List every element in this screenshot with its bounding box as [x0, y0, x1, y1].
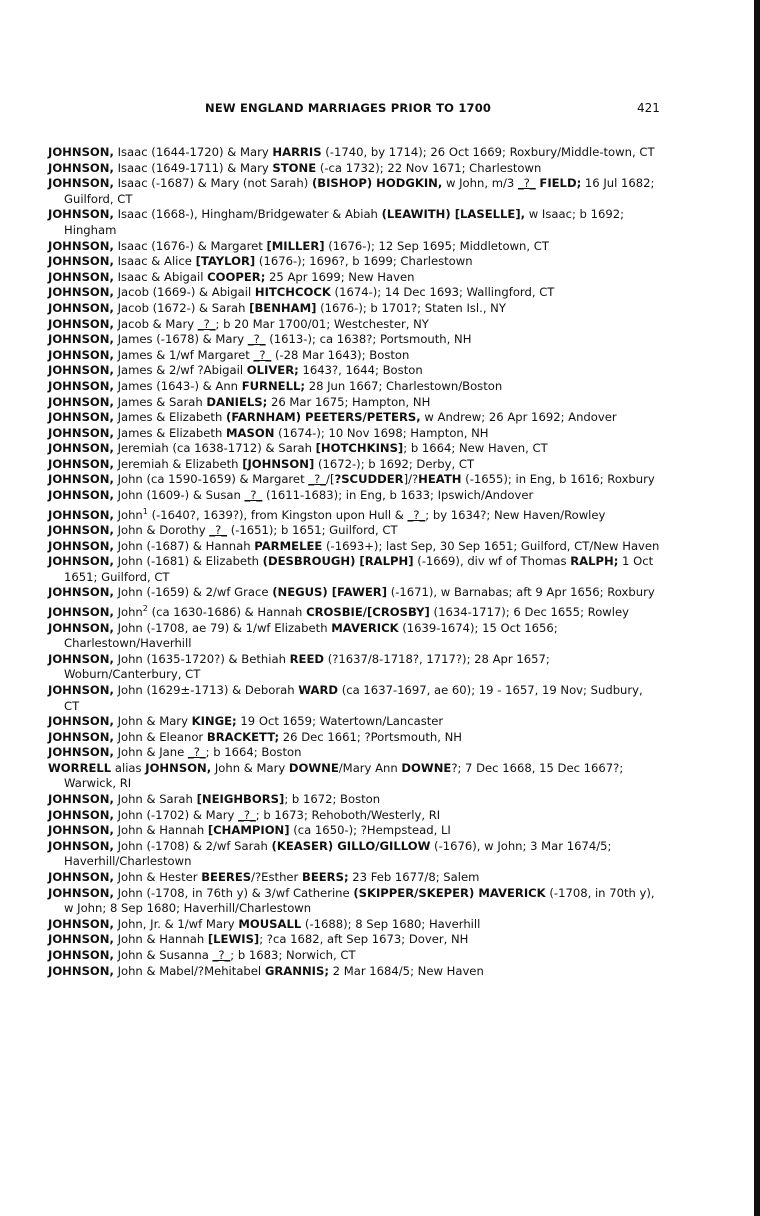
- marriage-entry: [48, 839, 661, 870]
- entry-name-bold: MOUSALL: [238, 916, 302, 931]
- entry-text: Jacob (1672-) & Sarah: [113, 300, 250, 315]
- marriage-entry: [48, 730, 661, 746]
- entry-name-bold: (NEGUS) [FAWER]: [272, 585, 388, 600]
- page-number: 421: [637, 101, 660, 115]
- marriage-entry: [48, 488, 661, 504]
- entry-text: (-1693+); last Sep, 30 Sep 1651; Guilford, CT/New Haven: [322, 538, 660, 553]
- entry-name-bold: JOHNSON,: [48, 682, 114, 697]
- marriage-entry: [48, 348, 661, 364]
- entry-name-bold: HITCHCOCK: [254, 285, 331, 300]
- entry-text: w John, m/3: [442, 176, 518, 191]
- entry-name-bold: DANIELS;: [206, 394, 268, 409]
- page-header: [0, 101, 760, 117]
- entry-text: John (-1708, in 76th y) & 3/wf Catherine: [113, 885, 354, 900]
- marriage-entry: [48, 410, 661, 426]
- entry-text: James & Elizabeth: [113, 425, 227, 440]
- entry-text: 1: [142, 506, 148, 516]
- entry-text: John (1635-1720?) & Bethiah: [113, 651, 290, 666]
- entry-name-bold: JOHNSON,: [48, 554, 114, 569]
- entry-text: John (-1659) & 2/wf Grace: [113, 585, 273, 600]
- entry-name-bold: JOHNSON,: [48, 254, 114, 269]
- entry-name-bold: STONE: [272, 160, 317, 175]
- entry-name-bold: JOHNSON,: [48, 838, 114, 853]
- entry-text: Jacob & Mary: [113, 316, 198, 331]
- entry-name-bold: [LEWIS]: [207, 932, 260, 947]
- page-edge-shadow: [754, 0, 760, 1216]
- entry-text: John: [113, 604, 143, 619]
- entry-name-bold: JOHNSON,: [48, 963, 114, 978]
- entry-text: (ca 1637-1697, ae 60); 19 - 1657, 19 Nov; Sudbury, CT: [64, 682, 643, 713]
- entry-text: John (-1708, ae 79) & 1/wf Elizabeth: [113, 620, 332, 635]
- entry-unknown-name: _?_: [517, 176, 536, 191]
- entry-text: (1672-); b 1692; Derby, CT: [314, 456, 475, 471]
- marriage-entry: [48, 441, 661, 457]
- entry-name-bold: BEERES: [201, 870, 252, 885]
- marriage-entry: [48, 379, 661, 395]
- entry-name-bold: JOHNSON,: [48, 332, 114, 347]
- entry-text: John & Dorothy: [113, 523, 210, 538]
- marriage-entries-list: [48, 145, 661, 979]
- marriage-entry: [48, 870, 661, 886]
- entry-name-bold: JOHNSON,: [48, 604, 114, 619]
- entry-text: Jacob (1669-) & Abigail: [113, 285, 255, 300]
- marriage-entry: [48, 585, 661, 601]
- entry-name-bold: HEATH: [418, 472, 462, 487]
- entry-name-bold: JOHNSON,: [48, 916, 114, 931]
- marriage-entry: [48, 886, 661, 917]
- entry-name-bold: (SKIPPER/SKEPER) MAVERICK: [353, 885, 546, 900]
- marriage-entry: [48, 301, 661, 317]
- entry-text: James & Elizabeth: [113, 410, 227, 425]
- entry-text: James & 1/wf Margaret: [113, 347, 254, 362]
- entry-name-bold: JOHNSON,: [48, 410, 114, 425]
- marriage-entry: [48, 239, 661, 255]
- entry-text: (-28 Mar 1643); Boston: [271, 347, 410, 362]
- entry-name-bold: JOHNSON,: [48, 714, 114, 729]
- entry-unknown-name: _?_: [247, 332, 266, 347]
- entry-name-bold: JOHNSON,: [48, 238, 114, 253]
- entry-name-bold: FIELD;: [539, 176, 582, 191]
- entry-text: /?Esther: [251, 870, 302, 885]
- marriage-entry: [48, 285, 661, 301]
- marriage-entry: [48, 823, 661, 839]
- entry-name-bold: WORRELL: [48, 760, 112, 775]
- entry-text: w Andrew; 26 Apr 1692; Andover: [420, 410, 617, 425]
- entry-text: (-1655); in Eng, b 1616; Roxbury: [461, 472, 655, 487]
- entry-text: John (-1681) & Elizabeth: [113, 554, 263, 569]
- entry-name-bold: WARD: [298, 682, 339, 697]
- entry-name-bold: JOHNSON,: [48, 363, 114, 378]
- marriage-entry: [48, 761, 661, 792]
- entry-name-bold: JOHNSON,: [48, 378, 114, 393]
- marriage-entry: [48, 792, 661, 808]
- marriage-entry: [48, 395, 661, 411]
- entry-text: John & Susanna: [113, 948, 213, 962]
- entry-name-bold: (DESBROUGH) [RALPH]: [262, 554, 414, 569]
- marriage-entry: [48, 176, 661, 207]
- entry-name-bold: CROSBIE/[CROSBY]: [306, 604, 430, 619]
- entry-unknown-name: _?_: [238, 807, 256, 822]
- entry-text: (-1671), w Barnabas; aft 9 Apr 1656; Roxbury: [387, 585, 655, 600]
- marriage-entry: [48, 745, 661, 761]
- marriage-entry: [48, 254, 661, 270]
- entry-name-bold: (KEASER) GILLO/GILLOW: [271, 838, 431, 853]
- entry-name-bold: JOHNSON,: [48, 269, 114, 284]
- entry-name-bold: (LEAWITH) [LASELLE],: [381, 207, 526, 222]
- entry-name-bold: JOHNSON,: [48, 807, 114, 822]
- entry-name-bold: JOHNSON,: [48, 745, 114, 760]
- entry-text: 26 Mar 1675; Hampton, NH: [267, 394, 431, 409]
- entry-text: 16 Jul 1682; Guilford, CT: [64, 176, 655, 206]
- marriage-entry: [48, 948, 661, 964]
- entry-name-bold: [CHAMPION]: [207, 823, 290, 838]
- entry-text: Isaac (-1687) & Mary (not Sarah): [113, 176, 312, 191]
- marriage-entry: [48, 554, 661, 585]
- entry-name-bold: JOHNSON,: [48, 456, 114, 471]
- entry-text: (?1637/8-1718?, 1717?); 28 Apr 1657; Woburn/Canterbury, CT: [64, 651, 550, 682]
- entry-text: John & Jane: [113, 745, 188, 760]
- entry-text: (1674-); 10 Nov 1698; Hampton, NH: [274, 425, 489, 440]
- entry-text: 23 Feb 1677/8; Salem: [348, 870, 480, 885]
- entry-text: Jeremiah & Elizabeth: [113, 456, 243, 471]
- entry-unknown-name: _?_: [212, 948, 231, 962]
- entry-text: Isaac & Alice: [113, 254, 196, 269]
- entry-name-bold: JOHNSON,: [48, 792, 114, 807]
- entry-name-bold: JOHNSON,: [48, 488, 114, 503]
- entry-text: (ca 1650-); ?Hempstead, LI: [289, 823, 451, 838]
- entry-text: ?; 7 Dec 1668, 15 Dec 1667?; Warwick, RI: [64, 760, 624, 791]
- entry-name-bold: ?SCUDDER: [334, 472, 404, 487]
- entry-text: John (-1702) & Mary: [113, 807, 239, 822]
- entry-text: (-1640?, 1639?), from Kingston upon Hull &: [147, 507, 408, 522]
- marriage-entry: [48, 964, 661, 980]
- entry-name-bold: JOHNSON,: [48, 316, 114, 331]
- entry-name-bold: JOHNSON,: [145, 760, 212, 775]
- entry-text: John & Hester: [113, 870, 202, 885]
- marriage-entry: [48, 652, 661, 683]
- entry-name-bold: JOHNSON,: [48, 870, 114, 885]
- entry-name-bold: HARRIS: [272, 145, 322, 159]
- entry-name-bold: JOHNSON,: [48, 285, 114, 300]
- entry-name-bold: JOHNSON,: [48, 948, 114, 962]
- marriage-entry: [48, 504, 661, 523]
- marriage-entry: [48, 539, 661, 555]
- entry-text: Jeremiah (ca 1638-1712) & Sarah: [113, 441, 316, 456]
- entry-name-bold: JOHNSON,: [48, 160, 114, 175]
- marriage-entry: [48, 161, 661, 177]
- entry-text: 25 Apr 1699; New Haven: [265, 269, 415, 284]
- entry-text: (-1740, by 1714); 26 Oct 1669; Roxbury/Middle-town, CT: [321, 145, 655, 159]
- entry-name-bold: JOHNSON,: [48, 347, 114, 362]
- marriage-entry: [48, 457, 661, 473]
- entry-text: John & Sarah: [113, 792, 197, 807]
- marriage-entry: [48, 145, 661, 161]
- entry-unknown-name: _?_: [244, 488, 263, 503]
- entry-unknown-name: _?_: [209, 523, 228, 538]
- page-title: NEW ENGLAND MARRIAGES PRIOR TO 1700: [205, 101, 492, 115]
- entry-text: ; by 1634?; New Haven/Rowley: [425, 507, 606, 522]
- entry-text: (ca 1630-1686) & Hannah: [147, 604, 307, 619]
- marriage-entry: [48, 426, 661, 442]
- entry-text: John (-1708) & 2/wf Sarah: [113, 838, 272, 853]
- entry-text: (-1669), div wf of Thomas: [413, 554, 571, 569]
- entry-name-bold: JOHNSON,: [48, 538, 114, 553]
- entry-name-bold: JOHNSON,: [48, 651, 114, 666]
- entry-text: John (1609-) & Susan: [113, 488, 245, 503]
- entry-text: Isaac (1649-1711) & Mary: [113, 160, 273, 175]
- marriage-entry: [48, 932, 661, 948]
- entry-text: (-1708, in 70th y), w John; 8 Sep 1680; Haverhill/Charlestown: [64, 885, 655, 916]
- entry-name-bold: JOHNSON,: [48, 425, 114, 440]
- entry-text: ; b 1673; Rehoboth/Westerly, RI: [255, 807, 441, 822]
- marriage-entry: [48, 917, 661, 933]
- entry-text: 28 Jun 1667; Charlestown/Boston: [305, 378, 503, 393]
- marriage-entry: [48, 601, 661, 620]
- entry-text: John (ca 1590-1659) & Margaret: [113, 472, 309, 487]
- marriage-entry: [48, 207, 661, 238]
- entry-text: alias: [111, 760, 146, 775]
- entry-name-bold: JOHNSON,: [48, 823, 114, 838]
- entry-name-bold: FURNELL;: [241, 378, 306, 393]
- entry-name-bold: OLIVER;: [246, 363, 299, 378]
- marriage-entry: [48, 683, 661, 714]
- entry-name-bold: JOHNSON,: [48, 145, 114, 159]
- entry-name-bold: GRANNIS;: [264, 963, 329, 978]
- entry-text: 19 Oct 1659; Watertown/Lancaster: [236, 714, 444, 729]
- entry-name-bold: BRACKETT;: [206, 729, 280, 744]
- entry-text: (-1651); b 1651; Guilford, CT: [227, 523, 398, 538]
- entry-text: James & 2/wf ?Abigail: [113, 363, 247, 378]
- entry-text: (1634-1717); 6 Dec 1655; Rowley: [429, 604, 629, 619]
- entry-text: 2 Mar 1684/5; New Haven: [328, 963, 484, 978]
- marriage-entry: [48, 523, 661, 539]
- entry-name-bold: [NEIGHBORS]: [196, 792, 285, 807]
- entry-text: John & Hannah: [113, 932, 208, 947]
- entry-name-bold: DOWNE: [401, 760, 452, 775]
- entry-text: /Mary Ann: [338, 760, 402, 775]
- entry-name-bold: [TAYLOR]: [195, 254, 256, 269]
- marriage-entry: [48, 714, 661, 730]
- entry-text: (-1676), w John; 3 Mar 1674/5; Haverhill/Charlestown: [64, 838, 612, 869]
- entry-name-bold: JOHNSON,: [48, 507, 114, 522]
- entry-text: (1613-); ca 1638?; Portsmouth, NH: [265, 332, 472, 347]
- entry-text: John & Eleanor: [113, 729, 207, 744]
- entry-text: /[: [326, 472, 335, 487]
- entry-text: ; b 1672; Boston: [284, 792, 381, 807]
- entry-text: James (1643-) & Ann: [113, 378, 242, 393]
- entry-text: Isaac (1668-), Hingham/Bridgewater & Abiah: [113, 207, 382, 222]
- entry-name-bold: JOHNSON,: [48, 585, 114, 600]
- entry-name-bold: BEERS;: [302, 870, 349, 885]
- entry-text: ; b 1683; Norwich, CT: [230, 948, 356, 962]
- entry-name-bold: COOPER;: [207, 269, 266, 284]
- entry-name-bold: [MILLER]: [266, 238, 325, 253]
- entry-name-bold: RALPH;: [570, 554, 619, 569]
- entry-text: w Isaac; b 1692; Hingham: [64, 207, 624, 237]
- entry-name-bold: JOHNSON,: [48, 176, 114, 191]
- entry-text: Isaac (1644-1720) & Mary: [113, 145, 273, 159]
- entry-text: 2: [142, 604, 148, 614]
- entry-text: ; b 1664; Boston: [205, 745, 302, 760]
- entry-text: John: [113, 507, 143, 522]
- entry-name-bold: REED: [289, 651, 325, 666]
- entry-name-bold: [BENHAM]: [249, 300, 317, 315]
- entry-text: (1676-); 12 Sep 1695; Middletown, CT: [324, 238, 549, 253]
- entry-text: John & Hannah: [113, 823, 208, 838]
- entry-text: John, Jr. & 1/wf Mary: [113, 916, 239, 931]
- entry-name-bold: JOHNSON,: [48, 207, 114, 222]
- entry-name-bold: JOHNSON,: [48, 441, 114, 456]
- entry-name-bold: [JOHNSON]: [242, 456, 315, 471]
- entry-name-bold: JOHNSON,: [48, 300, 114, 315]
- entry-text: Isaac (1676-) & Margaret: [113, 238, 267, 253]
- marriage-entry: [48, 363, 661, 379]
- marriage-entry: [48, 808, 661, 824]
- marriage-entry: [48, 472, 661, 488]
- entry-unknown-name: _?_: [187, 745, 206, 760]
- entry-text: (1676-); 1696?, b 1699; Charlestown: [255, 254, 473, 269]
- marriage-entry: [48, 317, 661, 333]
- entry-name-bold: JOHNSON,: [48, 472, 114, 487]
- entry-name-bold: JOHNSON,: [48, 729, 114, 744]
- entry-name-bold: JOHNSON,: [48, 523, 114, 538]
- entry-name-bold: [HOTCHKINS]: [315, 441, 404, 456]
- marriage-entry: [48, 332, 661, 348]
- entry-name-bold: KINGE;: [191, 714, 237, 729]
- entry-text: ; ?ca 1682, aft Sep 1673; Dover, NH: [259, 932, 469, 947]
- entry-name-bold: MASON: [226, 425, 275, 440]
- entry-text: ]/?: [403, 472, 419, 487]
- entry-text: John & Mary: [211, 760, 289, 775]
- marriage-entry: [48, 621, 661, 652]
- entry-name-bold: DOWNE: [288, 760, 339, 775]
- entry-name-bold: JOHNSON,: [48, 885, 114, 900]
- entry-name-bold: (FARNHAM) PEETERS/PETERS,: [226, 410, 421, 425]
- entry-text: 1 Oct 1651; Guilford, CT: [64, 554, 654, 584]
- entry-text: James & Sarah: [113, 394, 207, 409]
- entry-name-bold: PARMELEE: [254, 538, 323, 553]
- entry-text: (-1688); 8 Sep 1680; Haverhill: [301, 916, 481, 931]
- entry-unknown-name: _?_: [308, 472, 327, 487]
- entry-unknown-name: _?_: [407, 507, 426, 522]
- entry-text: (1676-); b 1701?; Staten Isl., NY: [316, 300, 506, 315]
- entry-text: (1674-); 14 Dec 1693; Wallingford, CT: [330, 285, 555, 300]
- entry-unknown-name: _?_: [253, 347, 272, 362]
- entry-text: James (-1678) & Mary: [113, 332, 248, 347]
- entry-text: (-ca 1732); 22 Nov 1671; Charlestown: [316, 160, 542, 175]
- entry-text: ; b 20 Mar 1700/01; Westchester, NY: [215, 316, 429, 331]
- entry-text: Isaac & Abigail: [113, 269, 208, 284]
- entry-text: John (-1687) & Hannah: [113, 538, 255, 553]
- entry-text: John & Mabel/?Mehitabel: [113, 963, 265, 978]
- entry-text: (1611-1683); in Eng, b 1633; Ipswich/Andover: [262, 488, 534, 503]
- marriage-entry: [48, 270, 661, 286]
- entry-text: 26 Dec 1661; ?Portsmouth, NH: [279, 729, 463, 744]
- entry-name-bold: JOHNSON,: [48, 932, 114, 947]
- entry-text: John & Mary: [113, 714, 192, 729]
- entry-text: ; b 1664; New Haven, CT: [403, 441, 548, 456]
- entry-name-bold: MAVERICK: [331, 620, 399, 635]
- entry-name-bold: JOHNSON,: [48, 394, 114, 409]
- entry-text: John (1629±-1713) & Deborah: [113, 682, 299, 697]
- entry-text: 1643?, 1644; Boston: [298, 363, 423, 378]
- entry-name-bold: JOHNSON,: [48, 620, 114, 635]
- entry-text: (1639-1674); 15 Oct 1656; Charlestown/Haverhill: [64, 620, 558, 651]
- entry-name-bold: (BISHOP) HODGKIN,: [311, 176, 443, 191]
- entry-unknown-name: _?_: [197, 316, 216, 331]
